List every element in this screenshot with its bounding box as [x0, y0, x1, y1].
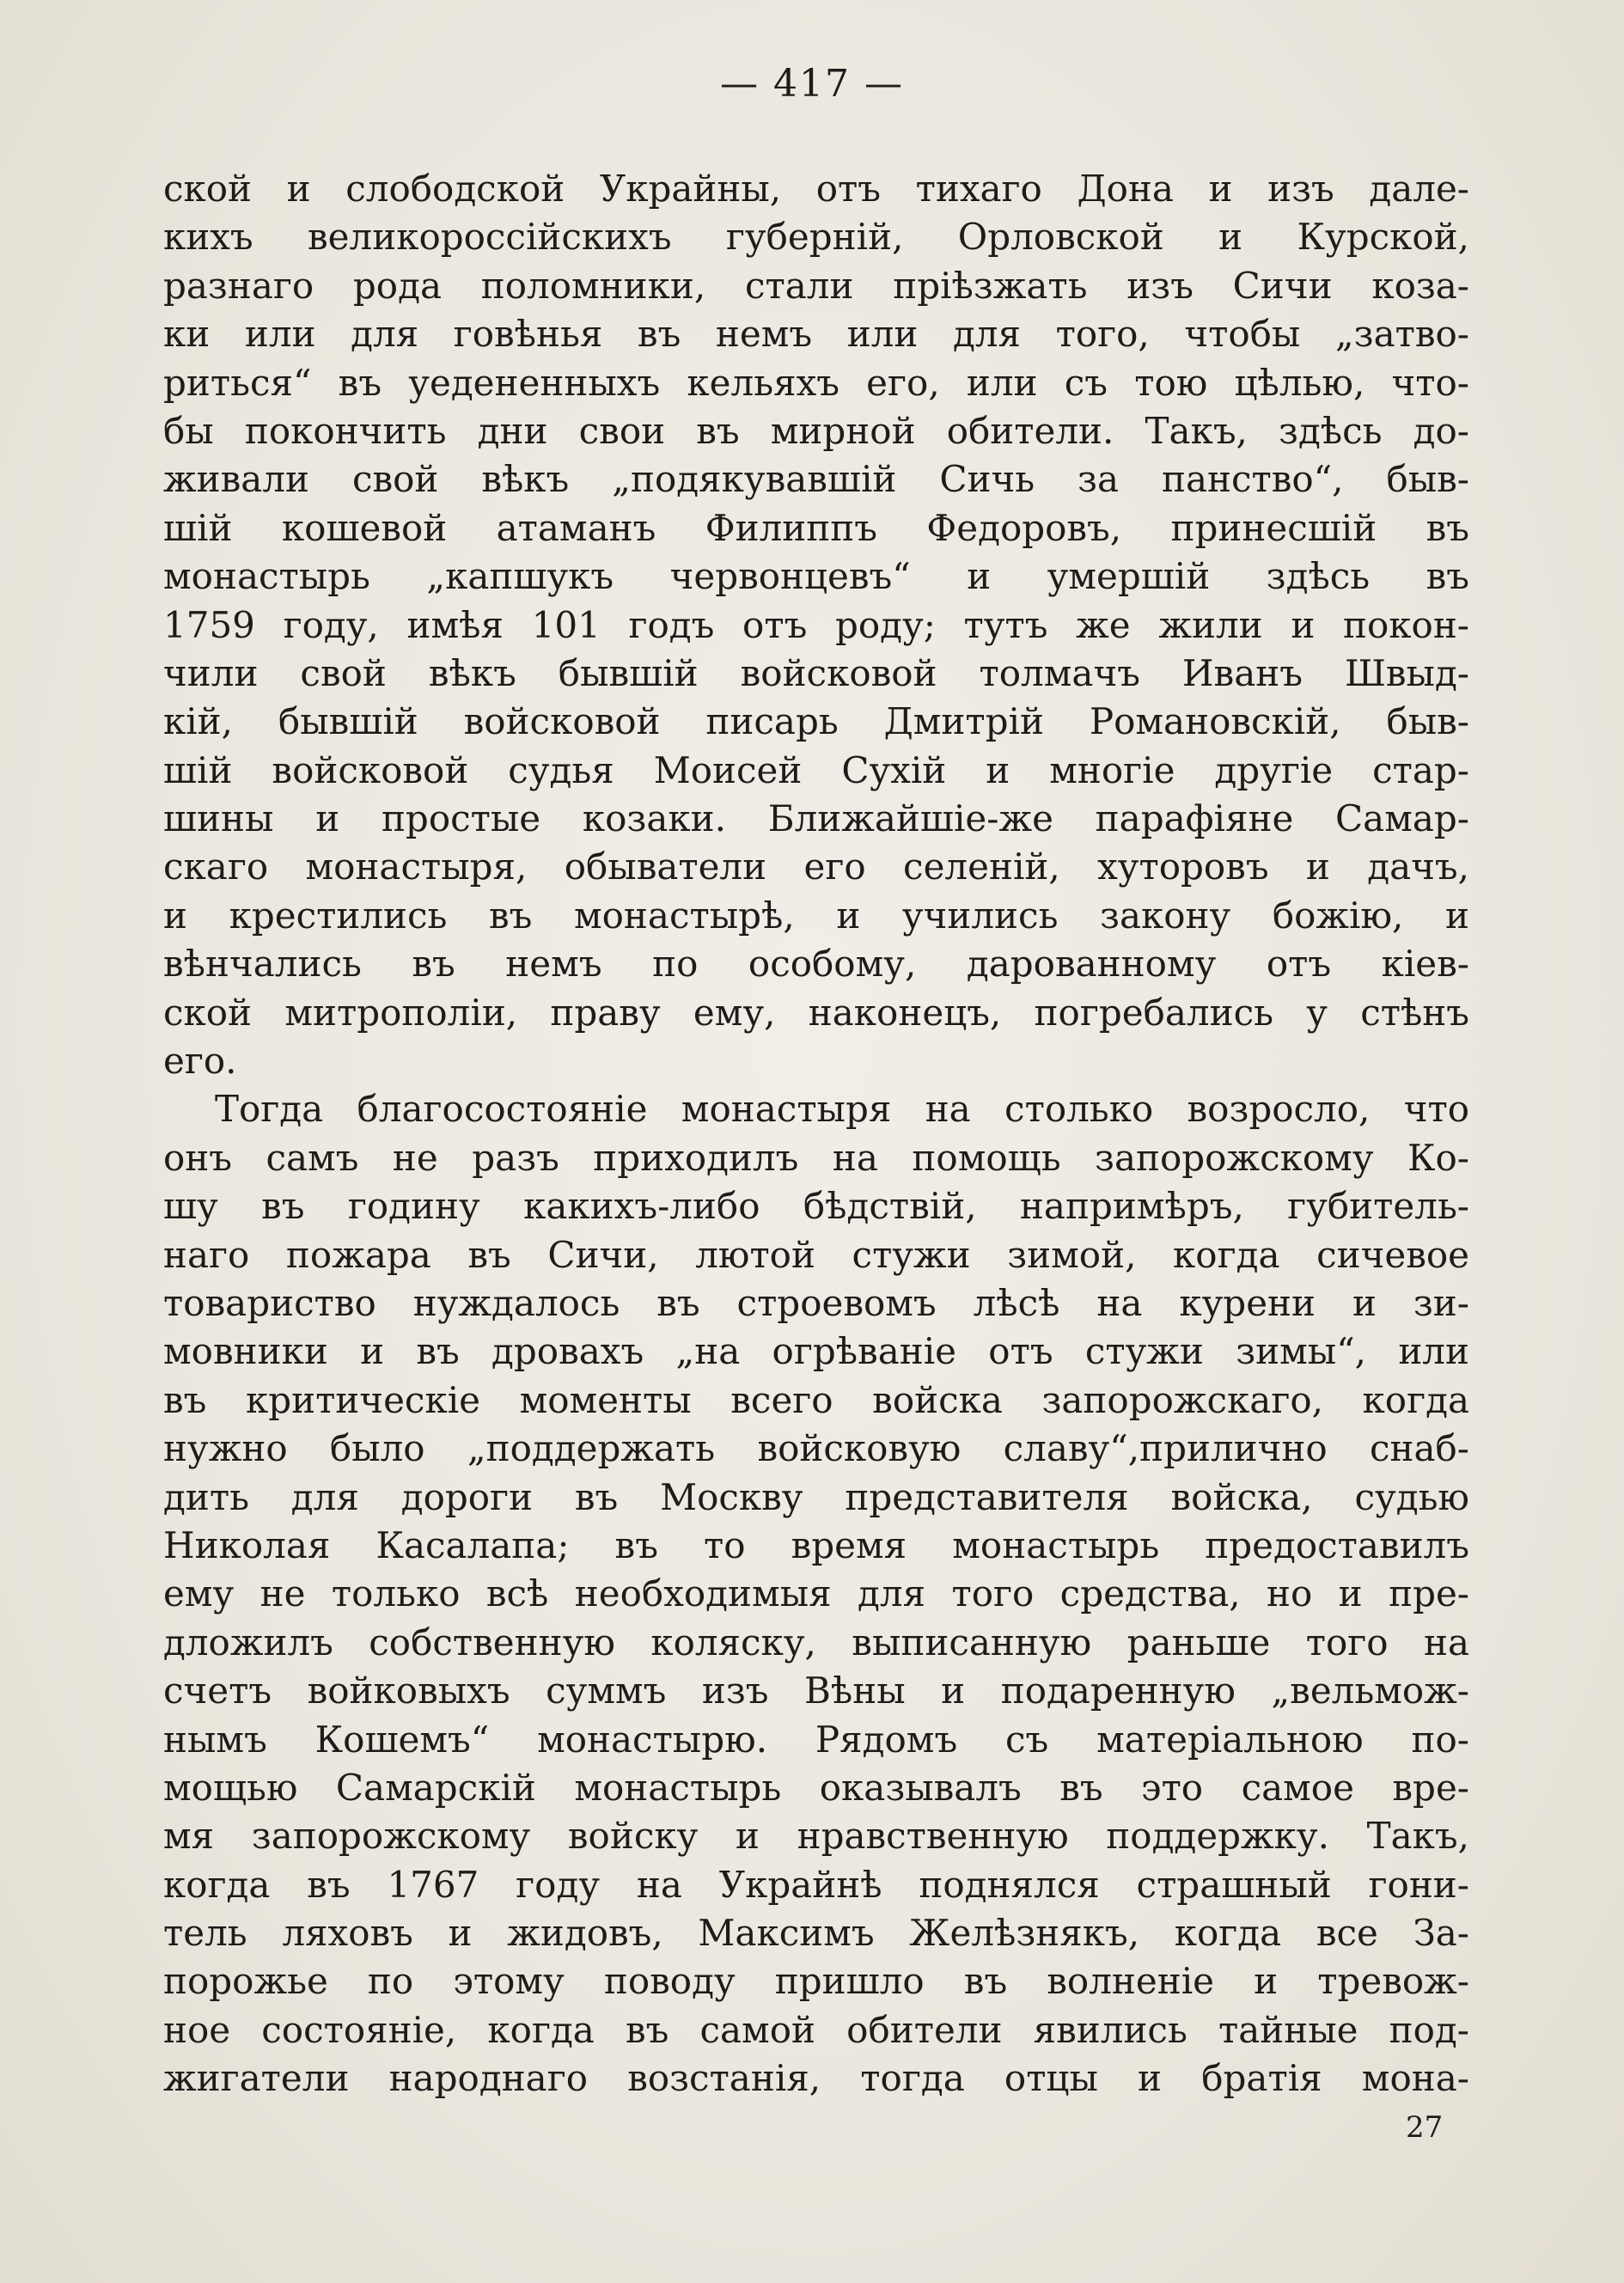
text-line: кій, бывшій войсковой писарь Дмитрій Романовскій, быв- [163, 700, 1469, 743]
text-line: мощью Самарскій монастырь оказывалъ въ это самое вре- [163, 1766, 1469, 1809]
text-line: товариство нуждалось въ строевомъ лѣсѣ на курени и зи- [163, 1281, 1469, 1324]
text-line: ное состояніе, когда въ самой обители явились тайные под- [163, 2008, 1469, 2051]
text-line: дить для дороги въ Москву представителя войска, судью [163, 1475, 1469, 1518]
text-line: мя запорожскому войску и нравственную поддержку. Такъ, [163, 1815, 1469, 1858]
text-line: ской и слободской Украйны, отъ тихаго Дона и изъ дале- [163, 168, 1469, 210]
text-line: риться“ въ уедененныхъ кельяхъ его, или съ тою цѣлью, что- [163, 361, 1469, 404]
text-line: бы покончить дни свои въ мирной обители. Такъ, здѣсь до- [163, 409, 1469, 452]
text-line: порожье по этому поводу пришло въ волненіе и тревож- [163, 1960, 1469, 2003]
text-line: ской митрополіи, праву ему, наконецъ, погребались у стѣнъ [163, 991, 1469, 1034]
text-line: скаго монастыря, обыватели его селеній, хуторовъ и дачъ, [163, 845, 1469, 888]
text-line: кихъ великороссійскихъ губерній, Орловской и Курской, [163, 216, 1469, 259]
text-line: чили свой вѣкъ бывшій войсковой толмачъ Иванъ Швыд- [163, 651, 1469, 694]
text-line: нымъ Кошемъ“ монастырю. Рядомъ съ матеріальною по- [163, 1718, 1469, 1761]
text-line: ему не только всѣ необходимыя для того средства, но и пре- [163, 1572, 1469, 1615]
text-line: жигатели народнаго возстанія, тогда отцы и братія мона- [163, 2057, 1469, 2100]
text-line: шій кошевой атаманъ Филиппъ Федоровъ, принесшій въ [163, 506, 1469, 549]
text-line: шу въ годину какихъ-либо бѣдствій, напримѣръ, губитель- [163, 1185, 1469, 1228]
text-line: и крестились въ монастырѣ, и учились закону божію, и [163, 894, 1469, 937]
text-line: тель ляховъ и жидовъ, Максимъ Желѣзнякъ, когда все За- [163, 1912, 1469, 1955]
text-line: дложилъ собственную коляску, выписанную раньше того на [163, 1621, 1469, 1663]
text-line: живали свой вѣкъ „подякувавшій Сичь за панство“, быв- [163, 458, 1469, 501]
text-line: Николая Касалапа; въ то время монастырь предоставилъ [163, 1523, 1469, 1566]
signature-mark: 27 [1406, 2110, 1444, 2145]
text-line: счетъ войковыхъ суммъ изъ Вѣны и подаренную „вельмож- [163, 1670, 1469, 1712]
text-line: когда въ 1767 году на Украйнѣ поднялся страшный гони- [163, 1863, 1469, 1906]
text-line: шины и простые козаки. Ближайшіе-же парафіяне Самар- [163, 797, 1469, 840]
text-line: разнаго рода поломники, стали пріѣзжать изъ Сичи коза- [163, 264, 1469, 307]
text-line: въ критическіе моменты всего войска запорожскаго, когда [163, 1378, 1469, 1421]
text-line: мовники и въ дровахъ „на огрѣваніе отъ стужи зимы“, или [163, 1330, 1469, 1373]
text-line: 1759 году, имѣя 101 годъ отъ роду; тутъ же жили и покон- [163, 603, 1469, 646]
text-line: монастырь „капшукъ червонцевъ“ и умершій здѣсь въ [163, 555, 1469, 598]
text-line: Тогда благосостояніе монастыря на столько возросло, что [215, 1088, 1469, 1131]
page-number: — 417 — [720, 62, 904, 106]
text-line: шій войсковой судья Моисей Сухій и многіе другіе стар- [163, 748, 1469, 791]
text-line: его. [163, 1040, 237, 1083]
text-line: нужно было „поддержать войсковую славу“,прилично снаб- [163, 1427, 1469, 1470]
body-text [163, 165, 1469, 2103]
text-line: наго пожара въ Сичи, лютой стужи зимой, когда сичевое [163, 1233, 1469, 1276]
text-line: онъ самъ не разъ приходилъ на помощь запорожскому Ко- [163, 1136, 1469, 1179]
text-line: вѣнчались въ немъ по особому, дарованному отъ кіев- [163, 943, 1469, 986]
text-line: ки или для говѣнья въ немъ или для того, чтобы „затво- [163, 313, 1469, 356]
